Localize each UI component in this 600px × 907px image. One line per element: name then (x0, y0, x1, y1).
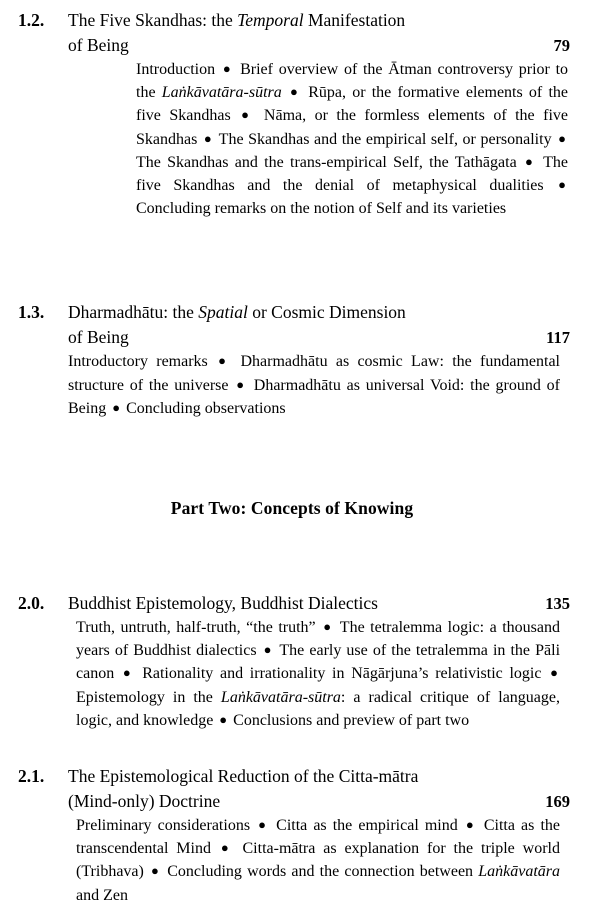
toc-entry-number: 1.2. (18, 10, 45, 30)
bullet-separator: ● (222, 61, 233, 76)
spacer (14, 519, 570, 591)
part-heading: Part Two: Concepts of Knowing (170, 498, 414, 519)
bullet-separator: ● (151, 863, 161, 879)
toc-entry-1-2[interactable] (14, 8, 570, 220)
toc-entry-number: 2.0. (18, 593, 45, 614)
toc-entry-title (68, 591, 570, 616)
spacer (14, 226, 570, 300)
toc-entry-description: Introduction ● Brief overview of the Ātman controversy prior to the Laṅkāvatāra-sūtra ● Rūpa, or the formative elements of the five Skandhas ● Nāma, or the formless elements of the five Skandhas ● The Skandhas and the empirical self, or personality ● The Skandhas and the trans-empirical Self, the Tathāgata ● The five Skandhas and the denial of metaphysical dualities ● Concluding remarks on the notion of Self and its varieties (136, 61, 569, 218)
toc-entry-header (14, 8, 570, 58)
bullet-separator: ● (465, 817, 476, 833)
title-line-2: (Mind-only) Doctrine (68, 791, 221, 812)
toc-entry-description: Introductory remarks ● Dharmadhātu as cosmic Law: the fundamental structure of the universe ● Dharmadhātu as universal Void: the ground of Being ● Concluding observations (68, 353, 561, 417)
toc-page-number: 79 (553, 36, 570, 55)
bullet-separator: ● (558, 177, 566, 193)
bullet-separator: ● (236, 376, 246, 392)
toc-entry-2-1[interactable] (14, 764, 570, 907)
toc-entry-1-3[interactable] (14, 300, 570, 420)
title-part-plain: The Five Skandhas: the (68, 10, 238, 30)
title-part-plain-2: or Cosmic Dimension (247, 302, 406, 323)
spacer (14, 738, 570, 764)
toc-page-number: 135 (545, 594, 570, 614)
spacer (14, 426, 570, 498)
toc-page-number: 117 (546, 328, 570, 348)
bullet-separator: ● (220, 840, 233, 856)
bullet-separator: ● (558, 130, 567, 146)
bullet-separator: ● (203, 130, 213, 146)
title-line-2: of Being (68, 327, 129, 348)
title-part-italic: Temporal (237, 10, 304, 30)
bullet-separator: ● (263, 642, 273, 658)
bullet-separator: ● (122, 665, 134, 681)
toc-entry-number: 2.1. (18, 766, 45, 787)
title-part-plain: The Epistemological Reduction of the Citta-mātra (68, 766, 419, 787)
toc-entry-description: Preliminary considerations ● Citta as the empirical mind ● Citta as the transcendental Mind ● Citta-mātra as explanation for the triple world (Tribhava) ● Concluding words and the connection between Laṅkāvatāra and Zen (76, 817, 561, 904)
title-part-italic: Spatial (198, 302, 248, 323)
toc-entry-number: 1.3. (18, 302, 45, 323)
toc-entry-title (68, 300, 570, 350)
bullet-separator: ● (112, 399, 121, 415)
title-part-plain: Buddhist Epistemology, Buddhist Dialectics (68, 593, 378, 614)
bullet-separator: ● (323, 619, 333, 635)
bullet-separator: ● (289, 84, 301, 100)
title-line-2: of Being (68, 35, 129, 55)
toc-entry-header (14, 300, 570, 350)
bullet-separator: ● (550, 665, 559, 681)
bullet-separator: ● (524, 153, 536, 169)
title-part-plain: Dharmadhātu: the (68, 302, 199, 323)
title-part-plain-2: Manifestation (303, 10, 406, 30)
toc-entry-title (68, 8, 570, 58)
toc-entry-description: Truth, untruth, half-truth, “the truth” ● The tetralemma logic: a thousand years of Buddhist dialectics ● The early use of the tetralemma in the Pāli canon ● Rationality and irrationality in Nāgārjuna’s relativistic logic ● Epistemology in the Laṅkāvatāra-sūtra: a radical critique of language, logic, and knowledge ● Conclusions and preview of part two (76, 619, 561, 729)
bullet-separator: ● (241, 107, 254, 123)
bullet-separator: ● (218, 353, 231, 369)
toc-entry-header (14, 591, 570, 616)
bullet-separator: ● (258, 817, 269, 833)
toc-entry-header (14, 764, 570, 814)
toc-entry-title (68, 764, 570, 814)
toc-entry-2-0[interactable] (14, 591, 570, 732)
bullet-separator: ● (219, 711, 228, 727)
toc-page-number: 169 (545, 792, 570, 812)
